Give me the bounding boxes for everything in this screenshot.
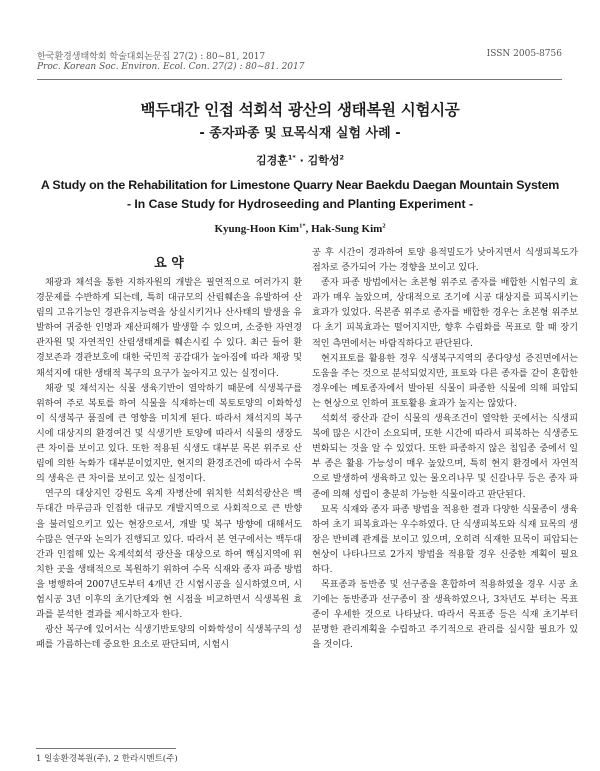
issn: ISSN 2005-8756 bbox=[486, 49, 562, 59]
author-ko-1: 김경훈 bbox=[255, 154, 288, 167]
author-en-1: Kyung-Hoon Kim bbox=[214, 223, 300, 235]
author-ko-2: · 김학성 bbox=[295, 154, 340, 167]
abstract-paragraph: 석회석 광산과 같이 식물의 생육조건이 열악한 곳에서는 식생피복에 많은 시간이 소요되며, 또한 시간에 따라서 피복하는 식생종도 변화되는 것을 알 수 있었다. 또한 파종하지 않은 침입종 중에서 일부 종은 활용 가능성이 매우 높았으며, 특히 현지 환경에서 자연적으로 발생하여 생육하고 있는 물오리나무 및 신갈나무 등은 종자 파종에 의해 성립이 충분히 가능한 식물이라고 판단된다. bbox=[312, 414, 578, 500]
footnote-rule bbox=[36, 748, 176, 749]
abstract-right-column bbox=[312, 246, 578, 654]
abstract-paragraph: 광산 복구에 있어서는 식생기반토양의 이화학성이 식생복구의 성패를 가름하는데 중요한 요소로 판단되며, 시험시 bbox=[36, 625, 302, 651]
abstract-paragraph: 목표종과 동반종 및 선구종을 혼합하여 적용하였을 경우 시공 초기에는 동반종과 선구종이 잘 생육하였으나, 3차년도 부터는 목표종이 우세한 것으로 나타났다. 따라서 목표종 등은 식재 초기부터 분명한 관리계획을 수립하고 주기적으로 관리를 실시할 필요가 있을 것이다. bbox=[312, 580, 578, 651]
author-en-2-affil: 2 bbox=[382, 222, 386, 230]
journal-citation-en: Proc. Korean Soc. Environ. Ecol. Con. 27(2) : 80~81. 2017 bbox=[37, 62, 305, 72]
journal-citation-ko: 한국환경생태학회 학술대회논문집 27(2) : 80~81, 2017 bbox=[37, 52, 266, 62]
author-en-2: , Hak-Sung Kim bbox=[305, 223, 383, 235]
abstract-paragraph: 채광과 채석을 통한 지하자원의 개발은 필연적으로 여러가지 환경문제를 수반하게 되는데, 특히 대규모의 산림훼손을 유발하여 산림의 고유기능인 경관유지능력을 상실시키거나 산사태의 발생을 유발하여 귀중한 인명과 재산피해가 발생할 수 있으며, 소중한 자연경관자원 및 자연적인 산림생태계를 훼손시킬 수 있다. 최근 들어 환경보존과 경관보호에 대한 국민적 공감대가 높아짐에 따라 채광 및 채석지에 대한 생태적 복구의 요구가 높아지고 있는 실정이다. bbox=[36, 278, 302, 379]
abstract-paragraph: 묘목 식재와 종자 파종 방법을 적용한 결과 다양한 식물종이 생육하여 초기 피복효과는 우수하였다. 단 식생피복도와 식재 묘목의 생장은 반비례 관계를 보이고 있으며, 오히려 식재한 묘목이 피압되는 현상이 나타나므로 2가지 방법을 적용할 경우 신중한 계획이 필요하다. bbox=[312, 504, 578, 575]
author-ko-1-affil: 1* bbox=[287, 153, 296, 162]
header-rule bbox=[37, 79, 562, 80]
author-en-1-affil: 1* bbox=[299, 222, 306, 230]
paper-subtitle-ko: - 종자파종 및 묘목식재 실험 사례 - bbox=[199, 126, 401, 141]
abstract-paragraph: 채광 및 채석지는 식물 생육기반이 열악하기 때문에 식생복구를 위하여 주로 복토를 하여 식물을 식재하는데 복토토양의 이화학성이 식생복구 품질에 큰 영향을 미치게 된다. 따라서 채석지의 복구시에 대상지의 환경여건 및 식생기반 토양에 따라서 식물의 생장도 큰 차이를 보이고 있다. 또한 적용된 식생도 대부분 목본 위주로 산림에 의한 녹화가 대부분이었지만, 현지의 환경조건에 따라서 수목의 생육은 큰 차이를 보이고 있는 실정이다. bbox=[36, 383, 302, 485]
journal-header-ko bbox=[37, 49, 562, 62]
author-ko-2-affil: 2 bbox=[339, 153, 345, 162]
authors-ko bbox=[0, 152, 600, 168]
paper-title-en: A Study on the Rehabilitation for Limestone Quarry Near Baekdu Daegan Mountain System bbox=[40, 178, 560, 192]
abstract-paragraph: 종자 파종 방법에서는 초본형 위주로 종자를 배합한 시험구의 효과가 매우 높았으며, 상대적으로 조기에 시공 대상지를 피복시키는 효과가 있었다. 목본종 위주로 종자를 배합한 경우는 초본형 위주보다 초기 피복효과는 떨어지지만, 향후 수림화를 목표로 할 때 장기적인 측면에서는 바람직하다고 판단된다. bbox=[312, 278, 578, 349]
abstract-paragraph: 연구의 대상지인 강원도 옥계 자병산에 위치한 석회석광산은 백두대간 마루금과 인접한 대규모 개발지역으로 사회적으로 큰 반향을 불러일으키고 있는 현장으로서, 개발 및 복구 방향에 대해서도 수많은 연구와 논의가 진행되고 있다. 따라서 본 연구에서는 백두대간과 인접해 있는 옥계석회석 광산을 대상으로 하여 핵심지역에 위치한 곳을 생태적으로 복원하기 위하여 수목 식재와 종자 파종 방법을 병행하여 2007년도부터 4개년 간 시험시공을 실시하였으며, 시험시공 3년 이후의 초기단계와 현 시점을 비교하면서 식생복원 효과를 분석한 결과를 제시하고자 한다. bbox=[36, 489, 302, 621]
abstract-heading: 요 약 bbox=[154, 256, 184, 271]
paper-subtitle-en: - In Case Study for Hydroseeding and Planting Experiment - bbox=[126, 197, 474, 211]
abstract-paragraph: 공 후 시간이 경과하여 토양 용적밀도가 낮아지면서 식생피복도가 점차로 증가되어 가는 경향을 보이고 있다. bbox=[312, 248, 578, 274]
affiliation-footnote: 1 일송환경복원(주), 2 한라시멘트(주) bbox=[36, 754, 178, 764]
abstract-paragraph: 현지표토를 활용한 경우 식생복구지역의 종다양성 증진면에서는 도움을 주는 것으로 분석되었지만, 표토와 다른 종자를 같이 혼합한 경우에는 메토종자에서 발아된 식물이 파종한 식물에 의해 피압되는 현상으로 인하여 표토활용 효과가 높지는 않았다. bbox=[312, 353, 578, 409]
authors-en bbox=[0, 223, 600, 235]
paper-title-ko: 백두대간 인접 석회석 광산의 생태복원 시험시공 bbox=[140, 101, 460, 119]
abstract-left-column bbox=[36, 252, 302, 653]
journal-header-en bbox=[37, 62, 562, 72]
